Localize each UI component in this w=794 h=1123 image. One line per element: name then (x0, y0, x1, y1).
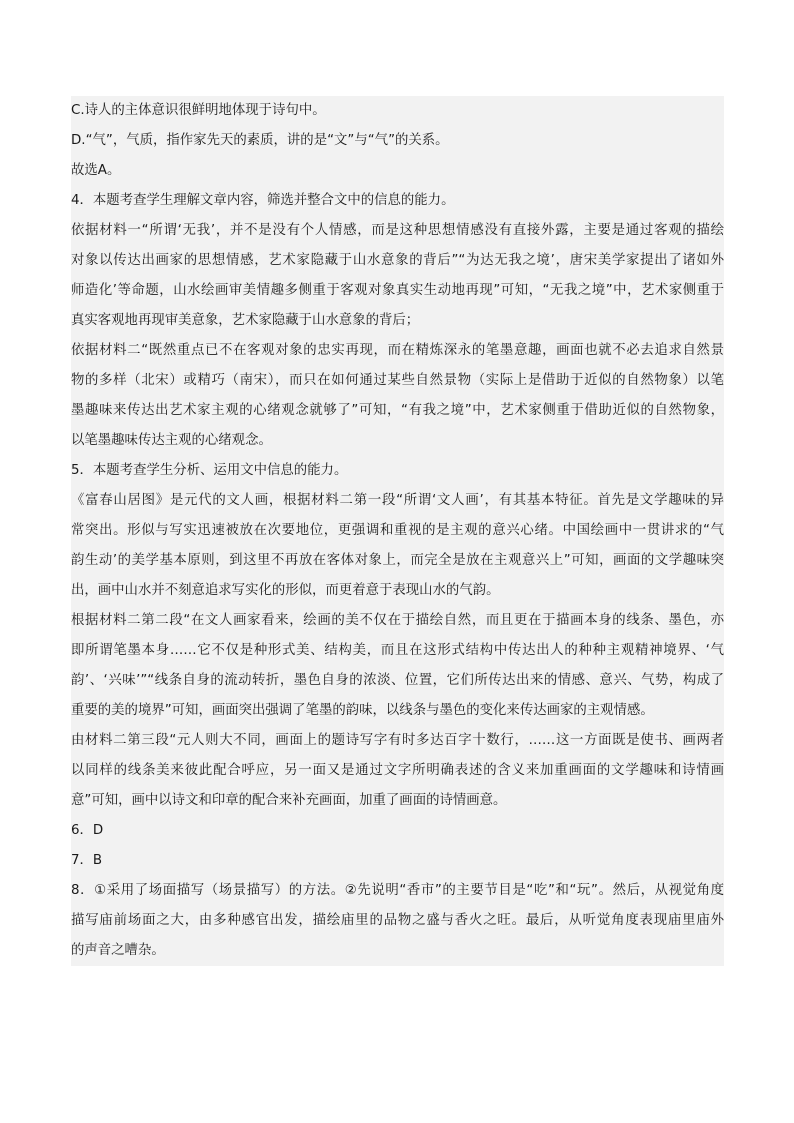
text-line: 重要的美的境界”可知，画面突出强调了笔墨的韵味，以线条与墨色的变化来传达画家的主观情感。 (71, 696, 724, 726)
text-line: 依据材料一“所谓‘无我’，并不是没有个人情感，而是这种思想情感没有直接外露，主要是通过客观的描绘 (71, 216, 724, 246)
text-line: 常突出。形似与写实迅速被放在次要地位，更强调和重视的是主观的意兴心绪。中国绘画中一贯讲求的“气 (71, 516, 724, 546)
text-line: 依据材料二“既然重点已不在客观对象的忠实再现，而在精炼深永的笔墨意趣，画面也就不必去追求自然景 (71, 336, 724, 366)
text-line: C.诗人的主体意识很鲜明地体现于诗句中。 (71, 96, 724, 126)
text-line: 师造化’等命题，山水绘画审美情趣多侧重于客观对象真实生动地再现”可知，“无我之境”中，艺术家侧重于 (71, 276, 724, 306)
text-line: 4．本题考查学生理解文章内容，筛选并整合文中的信息的能力。 (71, 186, 724, 216)
text-line: 韵’、‘兴味’”“线条自身的流动转折，墨色自身的浓淡、位置，它们所传达出来的情感、意兴、气势，构成了 (71, 666, 724, 696)
text-line: 以同样的线条美来彼此配合呼应，另一面又是通过文字所明确表述的含义来加重画面的文学趣味和诗情画 (71, 756, 724, 786)
text-line: 韵生动’的美学基本原则，到这里不再放在客体对象上，而完全是放在主观意兴上”可知，画面的文学趣味突 (71, 546, 724, 576)
text-line: 描写庙前场面之大，由多种感官出发，描绘庙里的品物之盛与香火之旺。最后，从听觉角度表现庙里庙外 (71, 906, 724, 936)
text-line: 故选A。 (71, 156, 724, 186)
document-page (71, 96, 724, 966)
text-line: 墨趣味来传达出艺术家主观的心绪观念就够了”可知，“有我之境”中，艺术家侧重于借助近似的自然物象， (71, 396, 724, 426)
text-line: 出，画中山水并不刻意追求写实化的形似，而更着意于表现山水的气韵。 (71, 576, 724, 606)
text-line: 的声音之嘈杂。 (71, 936, 724, 966)
text-line: 5．本题考查学生分析、运用文中信息的能力。 (71, 456, 724, 486)
text-line: 6．D (71, 816, 724, 846)
text-line: D.“气”，气质，指作家先天的素质，讲的是“文”与“气”的关系。 (71, 126, 724, 156)
text-line: 由材料二第三段“元人则大不同，画面上的题诗写字有时多达百字十数行，……这一方面既是使书、画两者 (71, 726, 724, 756)
text-line: 《富春山居图》是元代的文人画，根据材料二第一段“所谓‘文人画’，有其基本特征。首先是文学趣味的异 (71, 486, 724, 516)
text-line: 物的多样（北宋）或精巧（南宋），而只在如何通过某些自然景物（实际上是借助于近似的自然物象）以笔 (71, 366, 724, 396)
text-line: 7．B (71, 846, 724, 876)
text-line: 真实客观地再现审美意象，艺术家隐藏于山水意象的背后； (71, 306, 724, 336)
text-line: 对象以传达出画家的思想情感，艺术家隐藏于山水意象的背后”“为达无我之境’，唐宋美学家提出了诸如外 (71, 246, 724, 276)
text-line: 即所谓笔墨本身……它不仅是种形式美、结构美，而且在这形式结构中传达出人的种种主观精神境界、‘气 (71, 636, 724, 666)
text-line: 根据材料二第二段“在文人画家看来，绘画的美不仅在于描绘自然，而且更在于描画本身的线条、墨色，亦 (71, 606, 724, 636)
text-line: 8．①采用了场面描写（场景描写）的方法。②先说明“香市”的主要节目是“吃”和“玩”。然后，从视觉角度 (71, 876, 724, 906)
text-line: 意”可知，画中以诗文和印章的配合来补充画面，加重了画面的诗情画意。 (71, 786, 724, 816)
text-line: 以笔墨趣味传达主观的心绪观念。 (71, 426, 724, 456)
